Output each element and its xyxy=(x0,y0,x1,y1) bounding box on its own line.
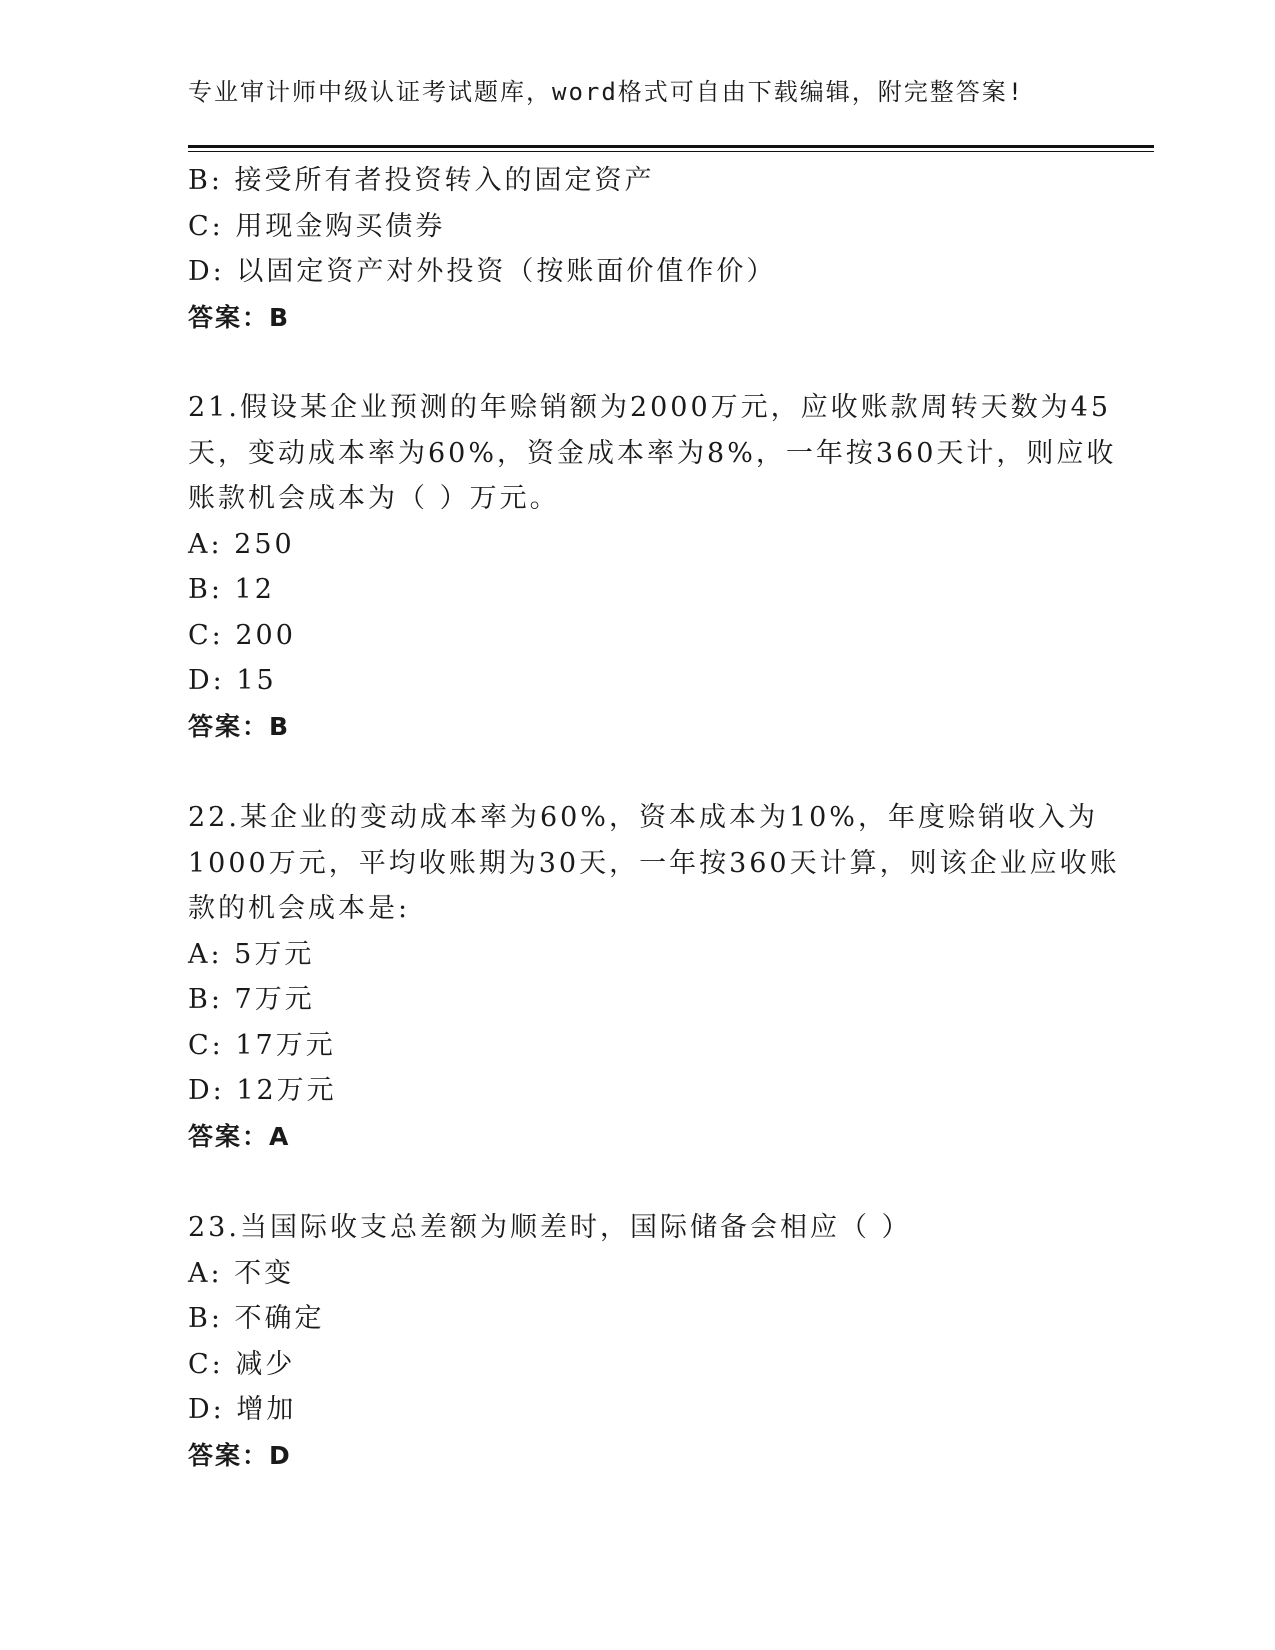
option-d: D: 15 xyxy=(188,665,277,696)
option-d: D: 12万元 xyxy=(188,1075,337,1106)
option-a: A: 250 xyxy=(188,528,295,560)
prev-question-block xyxy=(188,158,1088,340)
header-rule-thin xyxy=(188,151,1154,152)
answer: 答案：B xyxy=(188,302,291,332)
option-b: B: 7万元 xyxy=(188,984,315,1015)
question-stem-line: 21.假设某企业预测的年赊销额为2000万元，应收账款周转天数为45 xyxy=(188,392,1112,423)
option-b: B: 12 xyxy=(188,574,275,605)
question-21 xyxy=(188,385,1117,749)
answer: 答案：A xyxy=(188,1121,291,1151)
option-c: C: 用现金购买债券 xyxy=(188,210,446,242)
question-stem-line: 23.当国际收支总差额为顺差时，国际储备会相应（ ） xyxy=(188,1212,912,1243)
answer: 答案：B xyxy=(188,711,291,741)
page-header: 专业审计师中级认证考试题库，word格式可自由下载编辑，附完整答案! xyxy=(188,78,1025,106)
option-d: D: 以固定资产对外投资（按账面价值作价） xyxy=(188,256,777,287)
question-content xyxy=(188,158,1120,1524)
option-d: D: 增加 xyxy=(188,1394,297,1425)
answer: 答案：D xyxy=(188,1440,292,1470)
option-a: A: 5万元 xyxy=(188,938,315,970)
option-b: B: 不确定 xyxy=(188,1303,325,1334)
question-stem-line: 账款机会成本为（ ）万元。 xyxy=(188,483,560,514)
option-b: B: 接受所有者投资转入的固定资产 xyxy=(188,165,655,196)
option-c: C: 减少 xyxy=(188,1348,296,1380)
question-23 xyxy=(188,1205,1088,1478)
option-c: C: 200 xyxy=(188,619,296,651)
question-stem-line: 1000万元，平均收账期为30天，一年按360天计算，则该企业应收账 xyxy=(188,847,1120,879)
question-stem-line: 22.某企业的变动成本率为60%，资本成本为10%，年度赊销收入为 xyxy=(188,802,1098,833)
question-stem-line: 款的机会成本是: xyxy=(188,893,411,924)
header-rule-thick xyxy=(188,145,1154,148)
question-stem-line: 天，变动成本率为60%，资金成本率为8%，一年按360天计，则应收 xyxy=(188,437,1117,469)
option-a: A: 不变 xyxy=(188,1257,295,1289)
option-c: C: 17万元 xyxy=(188,1029,336,1061)
question-22 xyxy=(188,795,1120,1159)
